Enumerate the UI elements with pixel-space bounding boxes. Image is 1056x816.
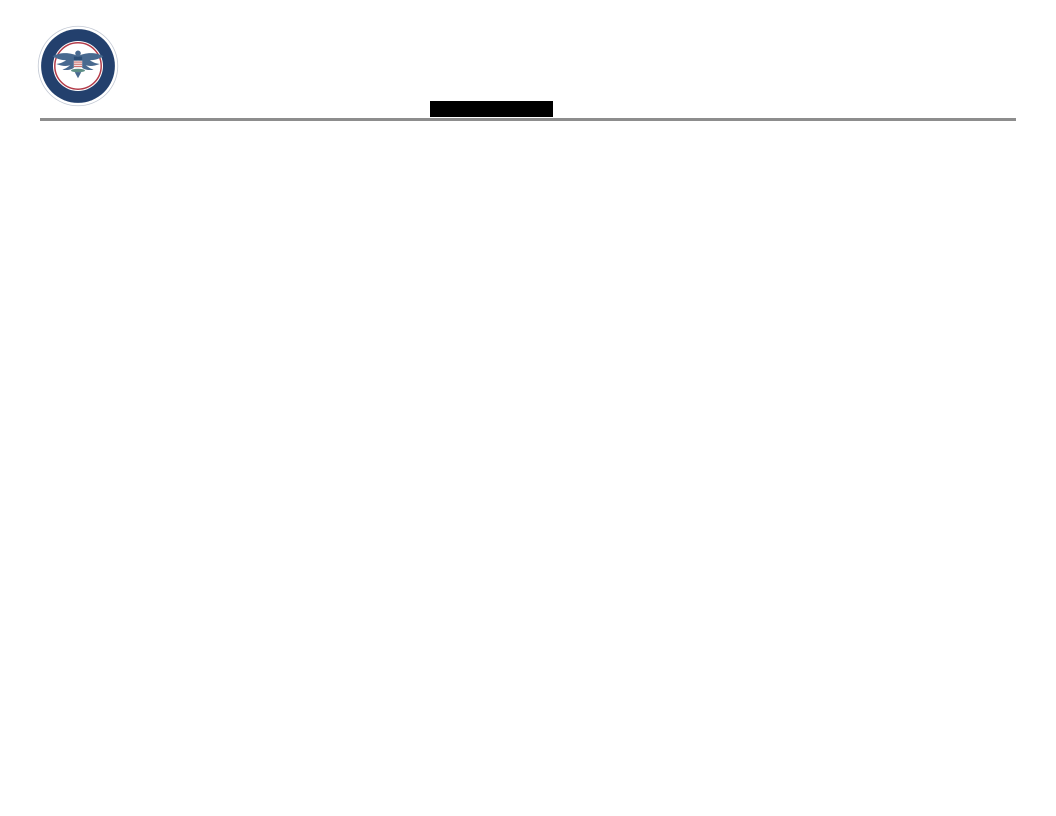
generated-by xyxy=(425,101,553,117)
meta-row xyxy=(40,100,1016,121)
dhs-seal-logo xyxy=(37,25,119,107)
redaction-box-generated-by xyxy=(430,101,553,117)
